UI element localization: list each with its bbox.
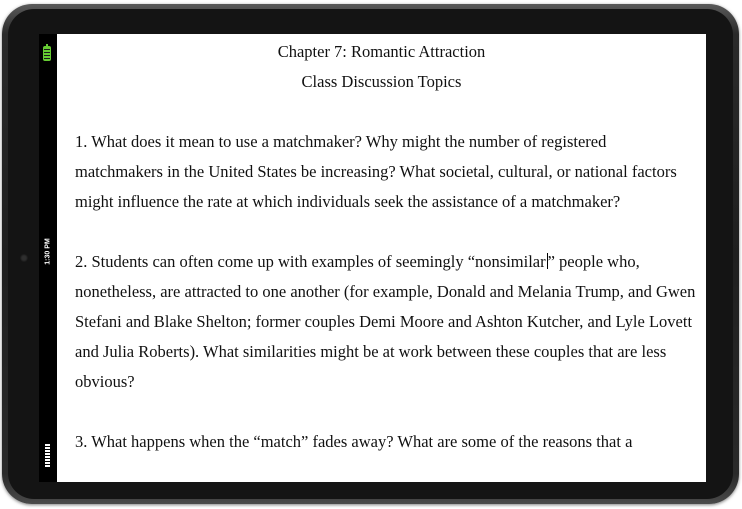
topic-text: 3. What happens when the “match” fades away? What are some of the reasons that a bbox=[75, 432, 633, 451]
topic-text: 1. What does it mean to use a matchmaker? Why might the number of registered matchmakers in the United States be increasing? What societal, cultural, or national factors might influence the rate at which individuals seek the assistance of a matchmaker? bbox=[75, 132, 677, 211]
topic-item bbox=[75, 427, 698, 457]
camera-icon bbox=[20, 254, 28, 262]
document-title: Chapter 7: Romantic Attraction bbox=[277, 42, 486, 61]
topic-text-after-cursor: ” people who, nonetheless, are attracted to one another (for example, Donald and Melania Trump, and Gwen Stefani and Blake Shelton; former couples Demi Moore and Ashton Kutcher, and Lyle Lovett and Julia Roberts). What similarities might be at work between these couples that are less obvious? bbox=[75, 252, 696, 391]
topic-list bbox=[75, 127, 698, 482]
document-body[interactable] bbox=[57, 34, 706, 482]
screen bbox=[39, 34, 706, 482]
tablet-frame bbox=[2, 4, 739, 504]
status-bar bbox=[39, 34, 57, 482]
topic-item bbox=[75, 247, 698, 397]
document-subtitle: Class Discussion Topics bbox=[301, 72, 462, 91]
status-time: 1:30 PM bbox=[44, 238, 52, 265]
signal-icon bbox=[45, 444, 50, 467]
battery-icon bbox=[43, 46, 51, 61]
topic-item bbox=[75, 127, 698, 217]
topic-text-before-cursor: 2. Students can often come up with examples of seemingly “nonsimilar bbox=[75, 252, 546, 271]
